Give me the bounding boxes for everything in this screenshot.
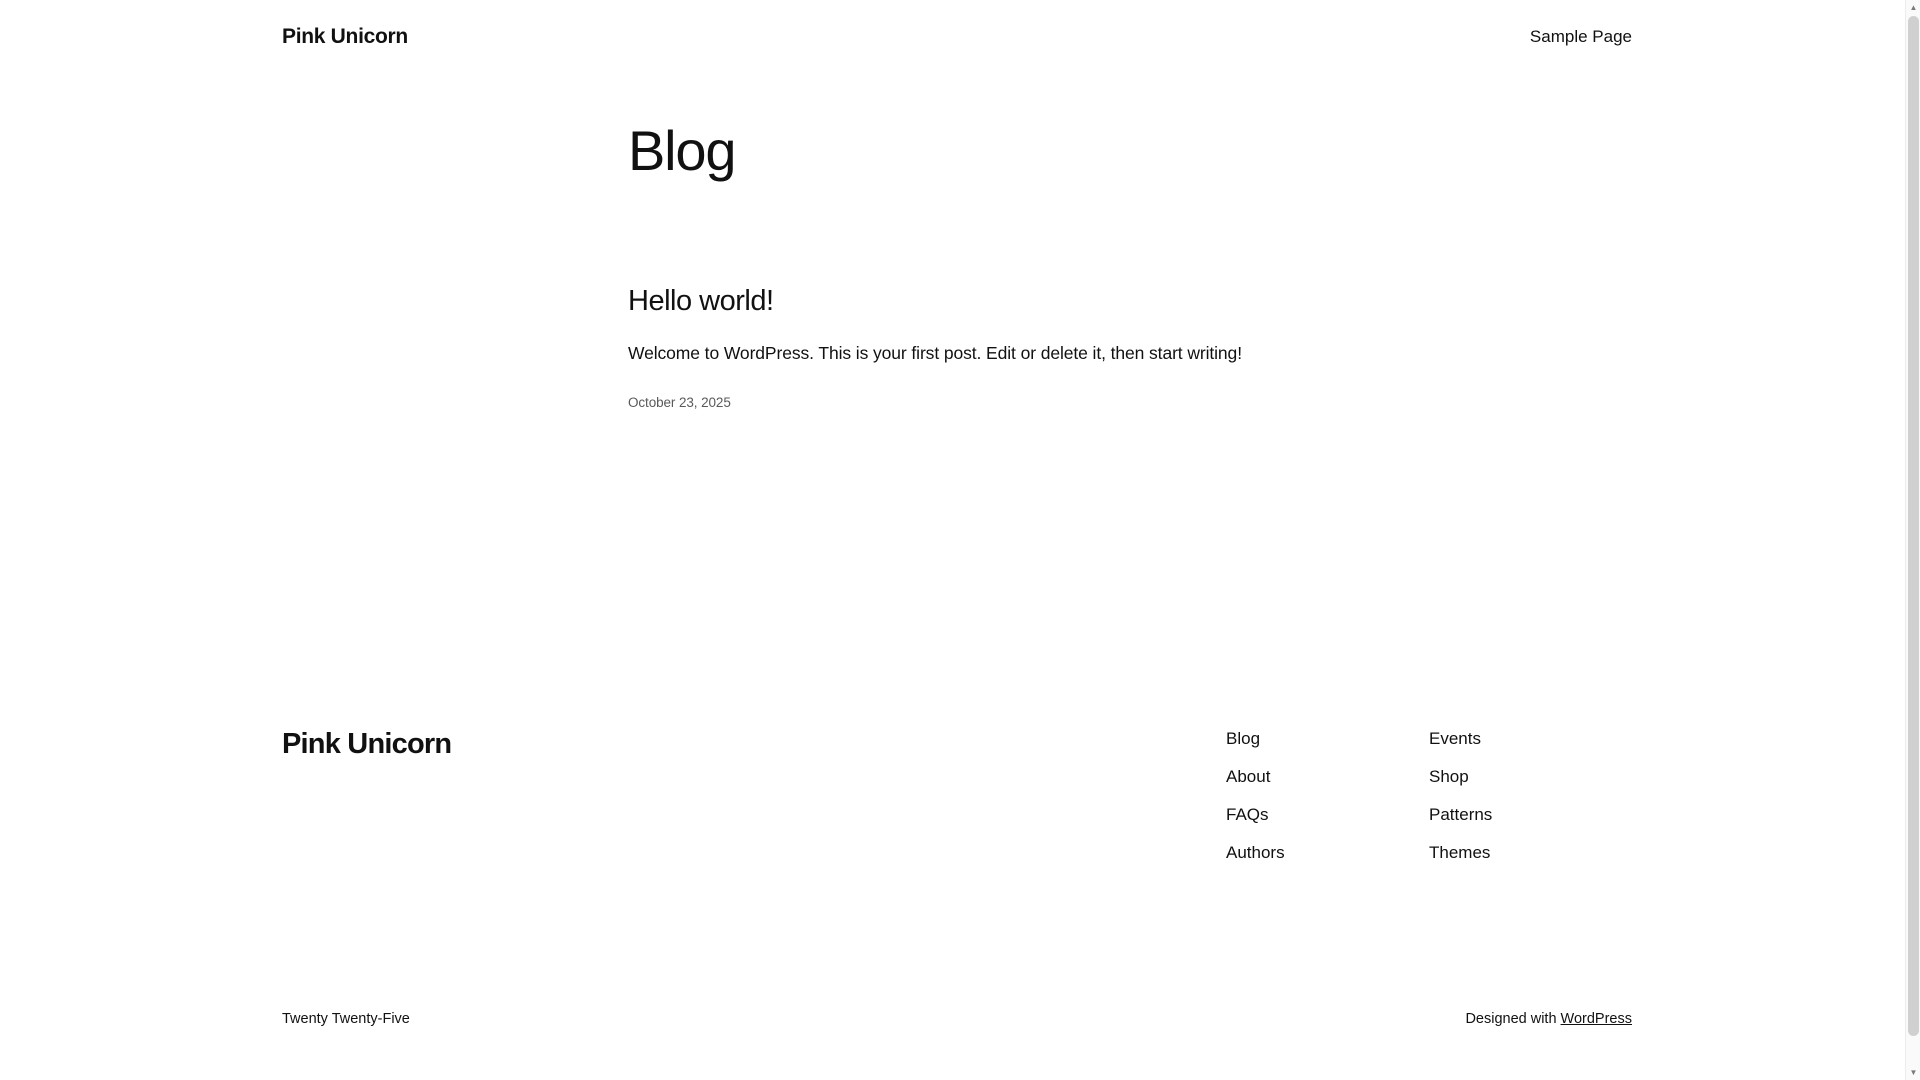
- main-navigation: [1530, 28, 1632, 45]
- post-item: [628, 284, 1628, 410]
- footer-link-themes[interactable]: Themes: [1429, 843, 1491, 862]
- vertical-scrollbar[interactable]: [1905, 0, 1920, 1080]
- site-title[interactable]: Pink Unicorn: [282, 24, 408, 48]
- theme-name: Twenty Twenty-Five: [282, 1011, 410, 1027]
- nav-item-sample-page[interactable]: Sample Page: [1529, 26, 1632, 46]
- footer-link-shop[interactable]: Shop: [1429, 767, 1469, 786]
- post-excerpt: Welcome to WordPress. This is your first post. Edit or delete it, then start writing!: [628, 343, 1242, 364]
- footer-top: [282, 700, 1632, 861]
- footer-column-1: [1226, 730, 1429, 861]
- footer-link-about[interactable]: About: [1226, 767, 1271, 786]
- designed-with: [1465, 1011, 1632, 1027]
- site-header: [0, 0, 1914, 72]
- scrollbar-thumb[interactable]: [1908, 16, 1919, 1036]
- footer-bottom: [282, 1011, 1632, 1027]
- footer-column-2: [1429, 730, 1632, 861]
- footer-brand: Pink Unicorn: [282, 728, 452, 760]
- page-title: Blog: [628, 119, 736, 182]
- footer-link-columns: [1226, 700, 1632, 861]
- main-content: [628, 120, 1628, 450]
- post-title: [628, 284, 1628, 319]
- site-footer: [0, 700, 1914, 1027]
- post-title-link[interactable]: Hello world!: [628, 284, 774, 317]
- wordpress-link[interactable]: WordPress: [1560, 1011, 1632, 1027]
- footer-link-patterns[interactable]: Patterns: [1429, 805, 1493, 824]
- footer-link-faqs[interactable]: FAQs: [1226, 805, 1269, 824]
- footer-link-authors[interactable]: Authors: [1226, 843, 1285, 862]
- post-list: [628, 284, 1628, 410]
- scroll-up-arrow-icon[interactable]: ▲: [1909, 3, 1918, 12]
- post-date: October 23, 2025: [628, 394, 731, 410]
- designed-with-prefix: Designed with: [1465, 1011, 1561, 1027]
- footer-link-blog[interactable]: Blog: [1226, 729, 1261, 748]
- footer-link-events[interactable]: Events: [1429, 729, 1481, 748]
- scroll-down-arrow-icon[interactable]: ▼: [1909, 1068, 1918, 1077]
